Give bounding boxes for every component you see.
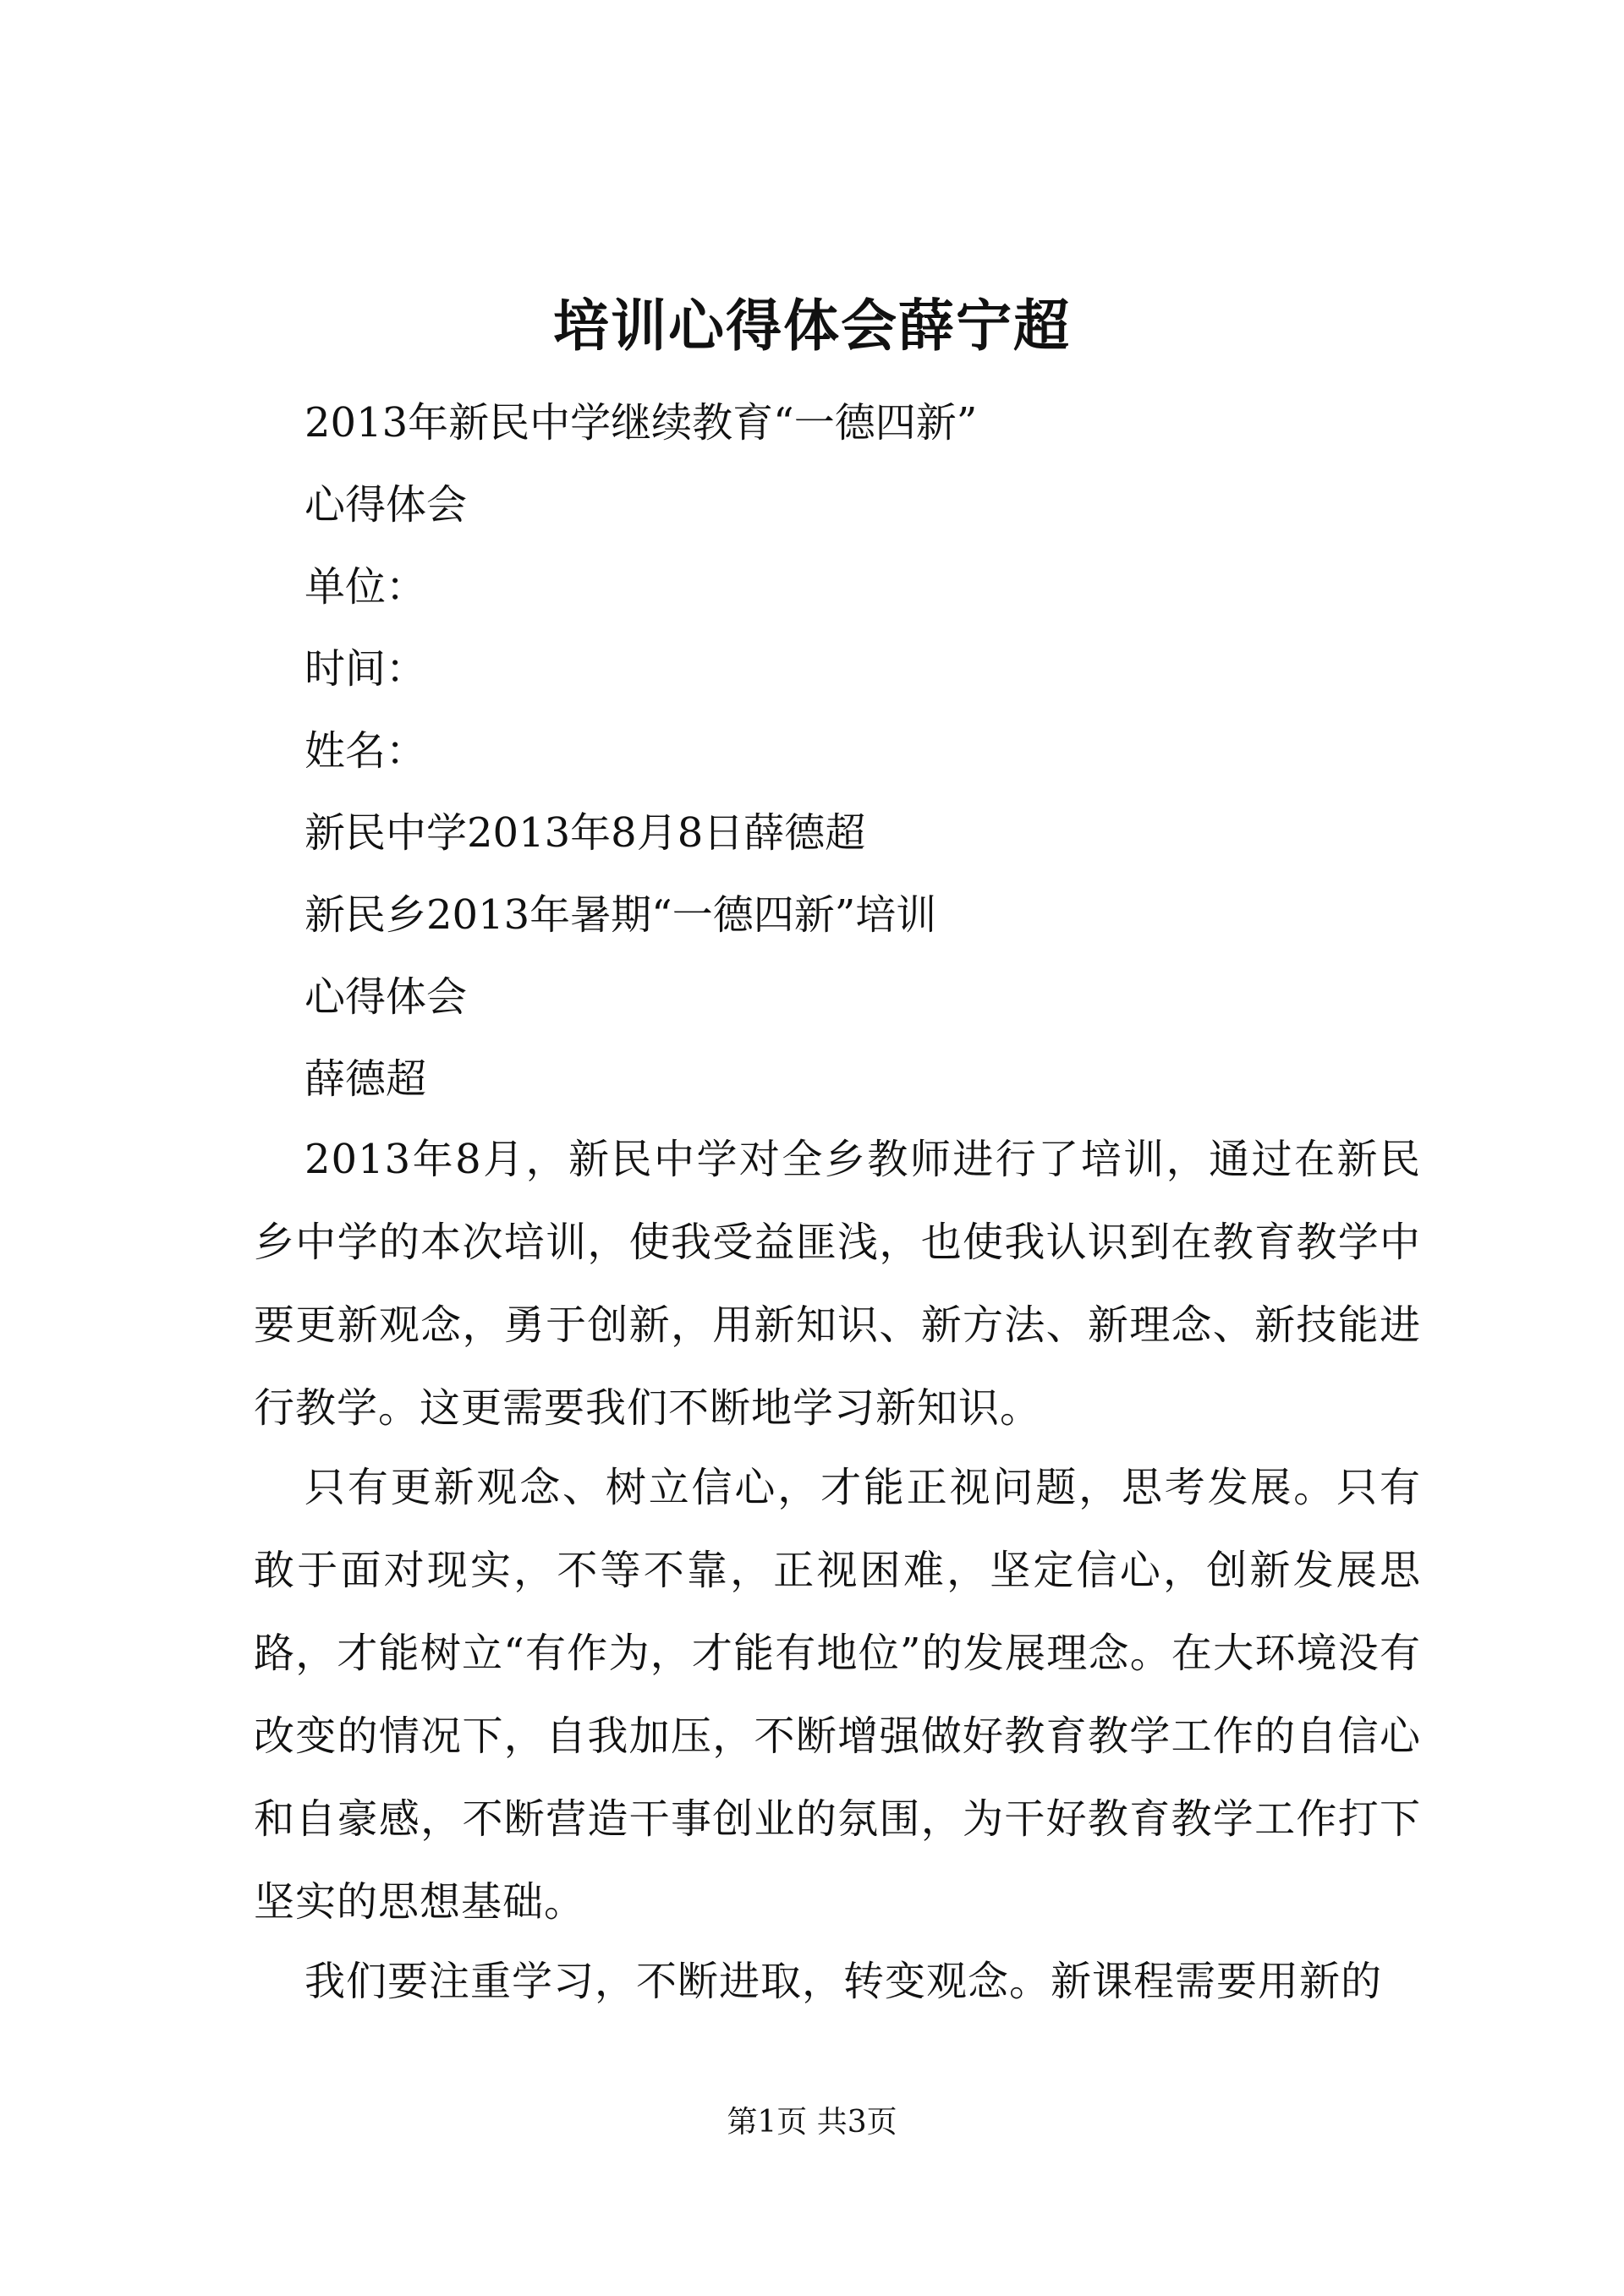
body-paragraph-1: 2013年8月，新民中学对全乡教师进行了培训，通过在新民乡中学的本次培训，使我受益匪浅，也使我认识到在教育教学中要更新观念，勇于创新，用新知识、新方法、新理念、新技能进行教学。这更需要我们不断地学习新知识。 (254, 1136, 1421, 1432)
page-footer: 第1页 共3页 (727, 2105, 897, 2140)
header-line-time: 时间： (304, 645, 427, 693)
body-paragraph-3: 我们要注重学习，不断进取，转变观念。新课程需要用新的 (304, 1958, 1383, 2005)
header-line-subject: 2013年新民中学继续教育“一德四新” (304, 399, 978, 447)
document-title: 培训心得体会薛宁超 (553, 293, 1071, 359)
header-line-unit: 单位： (304, 563, 427, 611)
header-line-date: 新民中学2013年8月8日薛德超 (304, 809, 866, 857)
header-line-author: 薛德超 (304, 1055, 427, 1103)
header-line-name: 姓名： (304, 727, 427, 775)
header-line-training: 新民乡2013年暑期“一德四新”培训 (304, 891, 937, 939)
header-line-heading-2: 心得体会 (304, 973, 468, 1021)
header-line-heading: 心得体会 (304, 481, 468, 529)
body-paragraph-2: 只有更新观念、树立信心，才能正视问题，思考发展。只有敢于面对现实，不等不靠，正视困难，坚定信心，创新发展思路，才能树立“有作为，才能有地位”的发展理念。在大环境没有改变的情况下，自我加压，不断增强做好教育教学工作的自信心和自豪感，不断营造干事创业的氛围，为干好教育教学工作打下坚实的思想基础。 (254, 1464, 1421, 1926)
